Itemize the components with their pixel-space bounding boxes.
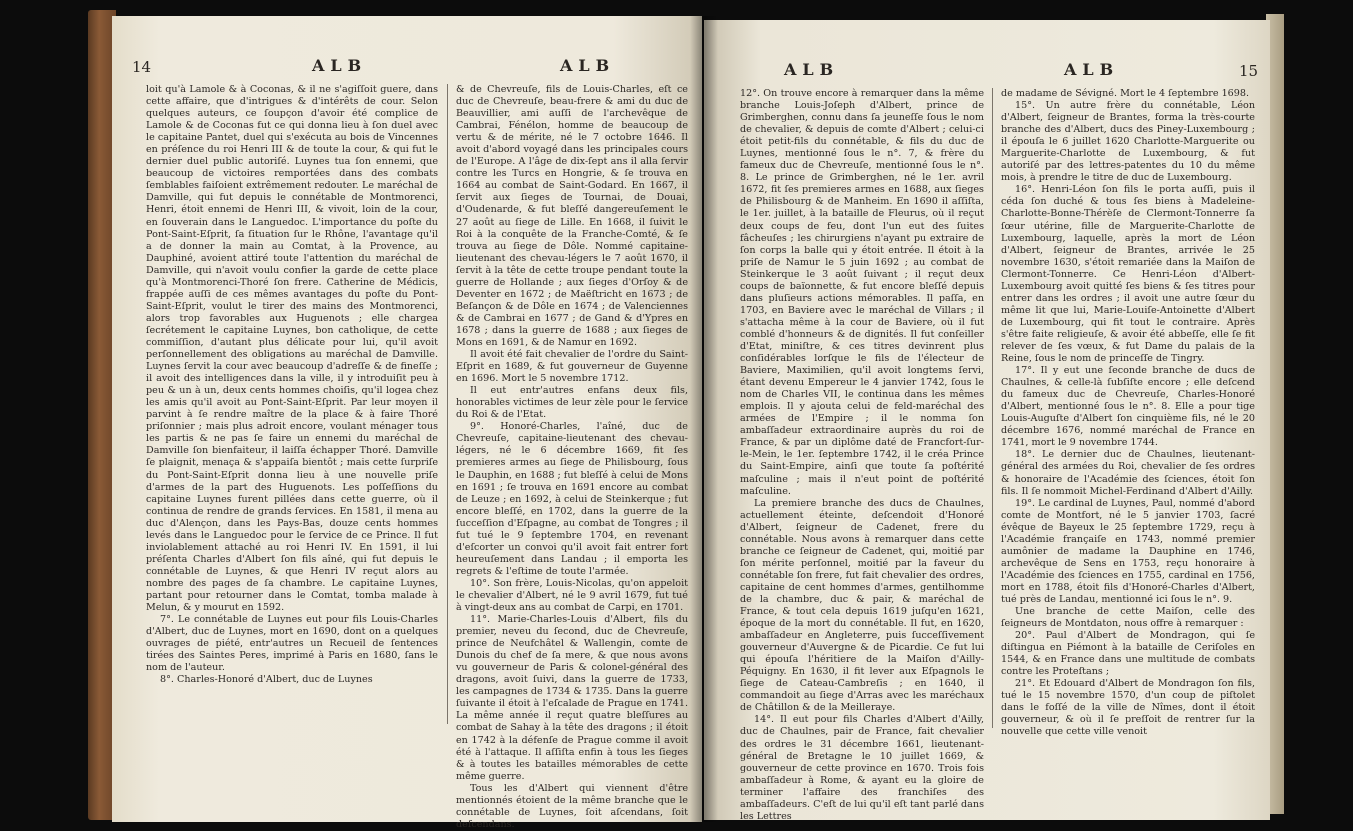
paragraph: 8°. Charles-Honoré d'Albert, duc de Luynes [160, 674, 373, 686]
left-running-head-title-2: ALB [560, 56, 616, 75]
paragraph: 18°. Le dernier duc de Chaulnes, lieutenant-général des armées du Roi, chevalier de ſes ordres & honoraire de l'Académie des ſciences, étoit ſon fils. Il ſe nommoit Michel-Ferdinand d'Albert d'Ailly. [1001, 449, 1255, 497]
right-running-head [704, 60, 1270, 84]
paragraph: 10°. Son frère, Louis-Nicolas, qu'on appeloit le chevalier d'Albert, né le 9 avril 1679, fut tué à vingt-deux ans au combat de Carpi, en 1701. [456, 577, 688, 614]
paragraph: Il avoit été fait chevalier de l'ordre du Saint-Eſprit en 1689, & fut gouverneur de Guyenne en 1696. Mort le 5 novembre 1712. [456, 349, 688, 385]
left-page-number: 14 [132, 58, 152, 76]
right-page-number: 15 [1239, 62, 1259, 80]
paragraph: 19°. Le cardinal de Luynes, Paul, nommé d'abord comte de Montfort, né le 5 janvier 1703, ſacré évêque de Bayeux le 25 ſeptembre 1729, reçu à l'Académie françaiſe en 1743, nommé premier aumônier de madame la Dauphine en 1746, archevêque de Sens en 1753, reçu honoraire à l'Académie des ſciences en 1755, cardinal en 1756, mort en 1788, étoit fils d'Honoré-Charles d'Albert, tué près de Landau, mentionné ici ſous le n°. 9. [1001, 497, 1255, 605]
paragraph: 15°. Un autre frère du connétable, Léon d'Albert, ſeigneur de Brantes, forma la très-courte branche des d'Albert, ducs des Piney-Luxembourg ; il épouſa le 6 juillet 1620 Charlotte-Marguerite ou Marguerite-Charlotte de Luxembourg, & fut autoriſé par des lettres-patentes du 10 du même mois, à prendre le titre de duc de Luxembourg. [1001, 100, 1255, 184]
left-column-1 [146, 84, 438, 686]
book-gutter [690, 16, 718, 822]
paragraph: 17°. Il y eut une ſeconde branche de ducs de Chaulnes, & celle-là ſubſiſte encore ; elle deſcend du fameux duc de Chevreuſe, Charles-Honoré d'Albert, mentionné ſous le n°. 8. Elle a pour tige Louis-Auguſte d'Albert ſon cinquième fils, né le 20 décembre 1676, nommé maréchal de France en 1741, mort le 9 novembre 1744. [1001, 365, 1255, 449]
paragraph: 12°. On trouve encore à remarquer dans la même branche Louis-Joſeph d'Albert, prince de Grimberghen, connu dans ſa jeuneſſe ſous le nom de chevalier, & depuis de comte d'Albert ; celui-ci étoit petit-fils du connétable, & fils du duc de Luynes, mentionné ſous le n°. 7, & frère du fameux duc de Chevreuſe, mentionné ſous le n°. 8. Le prince de Grimberghen, né le 1er. avril 1672, fit ſes premieres armes en 1688, aux ſieges de Philisbourg & de Manheim. En 1690 il aſſiſta, le 1er. juillet, à la bataille de Fleurus, où il reçut deux coups de feu, dont l'un eut des ſuites fâcheuſes ; les chirurgiens n'ayant pu extraire de ſon corps la balle qui y étoit entrée. Il étoit à la priſe de Namur le 5 juin 1692 ; au combat de Steinkerque le 3 août ſuivant ; il reçut deux coups de baïonnette, & fut encore bleſſé depuis dans pluſieurs actions mémorables. Il paſſa, en 1703, en Baviere avec le maréchal de Villars ; il s'attacha même à la cour de Baviere, où il fut comblé d'honneurs & de dignités. Il fut conſeiller d'Etat, miniſtre, & ces titres devinrent plus conſidérables lorſque le fils de l'électeur de Baviere, Maximilien, qu'il avoit longtems ſervi, étant devenu Empereur le 4 janvier 1742, ſous le nom de Charles VII, le continua dans les mêmes emplois. Il y ajouta celui de feld-maréchal des armées de l'Empire ; il le nomma ſon ambaſſadeur extraordinaire auprès du roi de France, & par un diplôme daté de Francfort-ſur-le-Mein, le 1er. ſeptembre 1742, il le créa Prince du Saint-Empire, ainſi que toute ſa poſtérité maſculine ; mais il n'eut point de poſtérité maſculine. [740, 88, 984, 497]
right-page [704, 20, 1270, 820]
right-column-1 [740, 88, 984, 823]
left-column-2 [456, 84, 688, 831]
right-column-2 [1001, 88, 1255, 739]
paragraph: de madame de Sévigné. Mort le 4 ſeptembre 1698. [1001, 88, 1250, 99]
paragraph: 9°. Honoré-Charles, l'aîné, duc de Chevreuſe, capitaine-lieutenant des chevau-légers, né le 6 décembre 1669, fit ſes premieres armes au ſiege de Philisbourg, ſous le Dauphin, en 1688 ; fut bleſſé à celui de Mons en 1691 ; ſe trouva en 1691 encore au combat de Leuze ; en 1692, à celui de Steinkerque ; fut encore bleſſé, en 1702, dans la guerre de la ſucceſſion d'Eſpagne, au combat de Tongres ; il fut tué le 9 ſeptembre 1704, en revenant d'eſcorter un convoi qu'il avoit fait entrer fort heureuſement dans Landau ; il emporta les regrets & l'eſtime de toute l'armée. [456, 421, 688, 577]
paragraph: La premiere branche des ducs de Chaulnes, actuellement éteinte, deſcendoit d'Honoré d'Albert, ſeigneur de Cadenet, frere du connétable. Nous avons à remarquer dans cette branche ce ſeigneur de Cadenet, qui, moitié par ſon mérite perſonnel, moitié par la faveur du connétable ſon frere, fut fait chevalier des ordres, capitaine de cent hommes d'armes, gentilhomme de la chambre, duc & pair, & maréchal de France, & tout cela depuis 1619 juſqu'en 1621, époque de la mort du connétable. Il fut, en 1620, ambaſſadeur en Angleterre, puis ſucceſſivement gouverneur d'Auvergne & de Picardie. Ce fut lui qui épouſa l'héritiere de la Maiſon d'Ailly-Péquigny. En 1630, il fit lever aux Eſpagnols le ſiege de Cateau-Cambreſis ; en 1640, il commandoit au ſiege d'Arras avec les maréchaux de Châtillon & de la Meilleraye. [740, 497, 984, 714]
left-page [112, 16, 702, 830]
paragraph: 20°. Paul d'Albert de Mondragon, qui ſe diſtingua en Piémont à la bataille de Ceriſoles en 1544, & en France dans une multitude de combats contre les Proteſtans ; [1001, 630, 1255, 678]
right-running-head-title-2: ALB [1064, 60, 1120, 79]
paragraph: 21°. Et Edouard d'Albert de Mondragon ſon fils, tué le 15 novembre 1570, d'un coup de piſtolet dans le foſſé de la ville de Nîmes, dont il étoit gouverneur, & où il ſe preſſoit de rentrer ſur la nouvelle que cette ville venoit [1001, 678, 1255, 738]
paragraph: loit qu'à Lamole & à Coconas, & il ne s'agiſſoit guere, dans cette affaire, que d'intrigues & d'intérêts de cour. Selon quelques auteurs, ce ſoupçon d'avoir été complice de Lamole & de Coconas fut ce qui donna lieu à ſon duel avec le capitaine Pantet, duel qui s'exécuta au bois de Vincennes en préſence du roi Henri III & de toute la cour, & qui fut le dernier duel public autoriſé. Luynes tua ſon ennemi, que beaucoup de victoires remportées dans des combats ſemblables faiſoient extrêmement redouter. Le maréchal de Damville, qui fut depuis le connétable de Montmorenci, Henri, étoit ennemi de Henri III, & vivoit, loin de la cour, en ſouverain dans le Languedoc. L'importance du poſte du Pont-Saint-Eſprit, ſa ſituation ſur le Rhône, l'avantage qu'il a de donner la main au Comtat, à la Provence, au Dauphiné, avoient attiré toute l'attention du maréchal de Damville, qui n'avoit voulu confier la garde de cette place qu'à Montmorenci-Thoré ſon frere. Catherine de Médicis, frappée auſſi de ces mêmes avantages du poſte du Pont-Saint-Eſprit, voulut le tirer des mains des Montmorenci, alors trop favorables aux Huguenots ; elle chargea ſecrétement le capitaine Luynes, bon catholique, de cette commiſſion, d'autant plus délicate pour lui, qu'il avoit perſonnellement des obligations au maréchal de Damville. Luynes ſervit la cour avec beaucoup d'adreſſe & de fineſſe ; il avoit des intelligences dans la ville, il y introduiſit peu à peu & un à un, deux cents hommes choiſis, qu'il logea chez les amis qu'il avoit au Pont-Saint-Eſprit. Par leur moyen il parvint à ſe rendre maître de la place & à faire Thoré priſonnier ; mais plus adroit encore, voulant ménager tous les partis & ne pas ſe faire un ennemi du maréchal de Damville ſon bienfaiteur, il laiſſa échapper Thoré. Damville ſe plaignit, menaça & s'appaiſa bientôt ; mais cette ſurpriſe du Pont-Saint-Eſprit donna lieu à une nouvelle priſe d'armes de la part des Huguenots. Les poſſeſſions du capitaine Luynes furent pillées dans cette guerre, où il continua de rendre de grands ſervices. En 1581, il mena au duc d'Alençon, dans les Pays-Bas, douze cents hommes levés dans le Languedoc pour le ſervice de ce Prince. Il fut inviolablement attaché au roi Henri IV. En 1591, il lui préſenta Charles d'Albert ſon fils aîné, qui fut depuis le connétable de Luynes, & que Henri IV reçut alors au nombre des pages de ſa chambre. Le capitaine Luynes, partant pour retourner dans le Comtat, tomba malade à Melun, & y mourut en 1592. [146, 84, 438, 614]
left-running-head [112, 56, 702, 80]
paragraph: 16°. Henri-Léon ſon fils le porta auſſi, puis il céda ſon duché & tous ſes biens à Madeleine-Charlotte-Bonne-Thérèſe de Clermont-Tonnerre ſa ſœur utérine, fille de Marguerite-Charlotte de Luxembourg, laquelle, après la mort de Léon d'Albert, ſeigneur de Brantes, arrivée le 25 novembre 1630, s'étoit remariée dans la Maiſon de Clermont-Tonnerre. Ce Henri-Léon d'Albert-Luxembourg avoit quitté ſes biens & ſes titres pour entrer dans les ordres ; il avoit une autre ſœur du même lit que lui, Marie-Louiſe-Antoinette d'Albert de Luxembourg, qui fit tout le contraire. Après s'être faite religieuſe, & avoir été abbeſſe, elle ſe fit relever de ſes vœux, & fut Dame du palais de la Reine, ſous le nom de princeſſe de Tingry. [1001, 184, 1255, 365]
paragraph: & de Chevreuſe, fils de Louis-Charles, eſt ce duc de Chevreuſe, beau-frere & ami du duc de Beauvillier, ami auſſi de l'archevêque de Cambrai, Fénélon, homme de beaucoup de vertu & de mérite, né le 7 octobre 1646. Il avoit d'abord voyagé dans les principales cours de l'Europe. A l'âge de dix-ſept ans il alla ſervir contre les Turcs en Hongrie, & ſe trouva en 1664 au combat de Saint-Godard. En 1667, il ſervit aux ſieges de Tournai, de Douai, d'Oudenarde, & fut bleſſé dangereuſement le 27 août au ſiege de Lille. En 1668, il ſuivit le Roi à la conquête de la Franche-Comté, & ſe trouva au ſiege de Dôle. Nommé capitaine-lieutenant des chevau-légers le 7 août 1670, il ſervit à la tête de cette troupe pendant toute la guerre de Hollande ; aux ſieges d'Orſoy & de Deventer en 1672 ; de Maëſtricht en 1673 ; de Beſançon & de Dôle en 1674 ; de Valenciennes & de Cambrai en 1677 ; de Gand & d'Ypres en 1678 ; dans la guerre de 1688 ; aux ſieges de Mons en 1691, & de Namur en 1692. [456, 84, 688, 348]
paragraph: Tous les d'Albert qui viennent d'être mentionnés étoient de la même branche que le connétable de Luynes, ſoit aſcendans, ſoit deſcendans. [456, 782, 688, 830]
paragraph: Il eut entr'autres enfans deux fils, honorables victimes de leur zèle pour le ſervice du Roi & de l'Etat. [456, 385, 688, 421]
paragraph: Une branche de cette Maiſon, celle des ſeigneurs de Montdaton, nous offre à remarquer : [1001, 606, 1255, 630]
paragraph: 11°. Marie-Charles-Louis d'Albert, fils du premier, neveu du ſecond, duc de Chevreuſe, prince de Neufchâtel & Wallengin, comte de Dunois du chef de ſa mere, & que nous avons vu gouverneur de Paris & colonel-général des dragons, avoit ſuivi, dans la guerre de 1733, les campagnes de 1734 & 1735. Dans la guerre ſuivante il étoit à l'eſcalade de Prague en 1741. La même année il reçut quatre bleſſures au combat de Sahay à la tête des dragons ; il étoit en 1742 à la défenſe de Prague comme il avoit été à l'attaque. Il aſſiſta enfin à tous les ſieges & à toutes les batailles mémorables de cette même guerre. [456, 614, 688, 782]
paragraph: 7°. Le connétable de Luynes eut pour fils Louis-Charles d'Albert, duc de Luynes, mort en 1690, dont on a quelques ouvrages de piété, entr'autres un Recueil de ſentences tirées des Saintes Peres, imprimé à Paris en 1680, ſans le nom de l'auteur. [146, 614, 438, 674]
left-running-head-title-1: ALB [312, 56, 368, 75]
right-running-head-title-1: ALB [784, 60, 840, 79]
paragraph: 14°. Il eut pour fils Charles d'Albert d'Ailly, duc de Chaulnes, pair de France, fait chevalier des ordres le 31 décembre 1661, lieutenant-général de Bretagne le 10 juillet 1669, & gouverneur de cette province en 1670. Trois fois ambaſſadeur à Rome, & ayant eu la gloire de terminer l'affaire des franchiſes des ambaſſadeurs. C'eſt de lui qu'il eſt tant parlé dans les Lettres [740, 714, 984, 822]
